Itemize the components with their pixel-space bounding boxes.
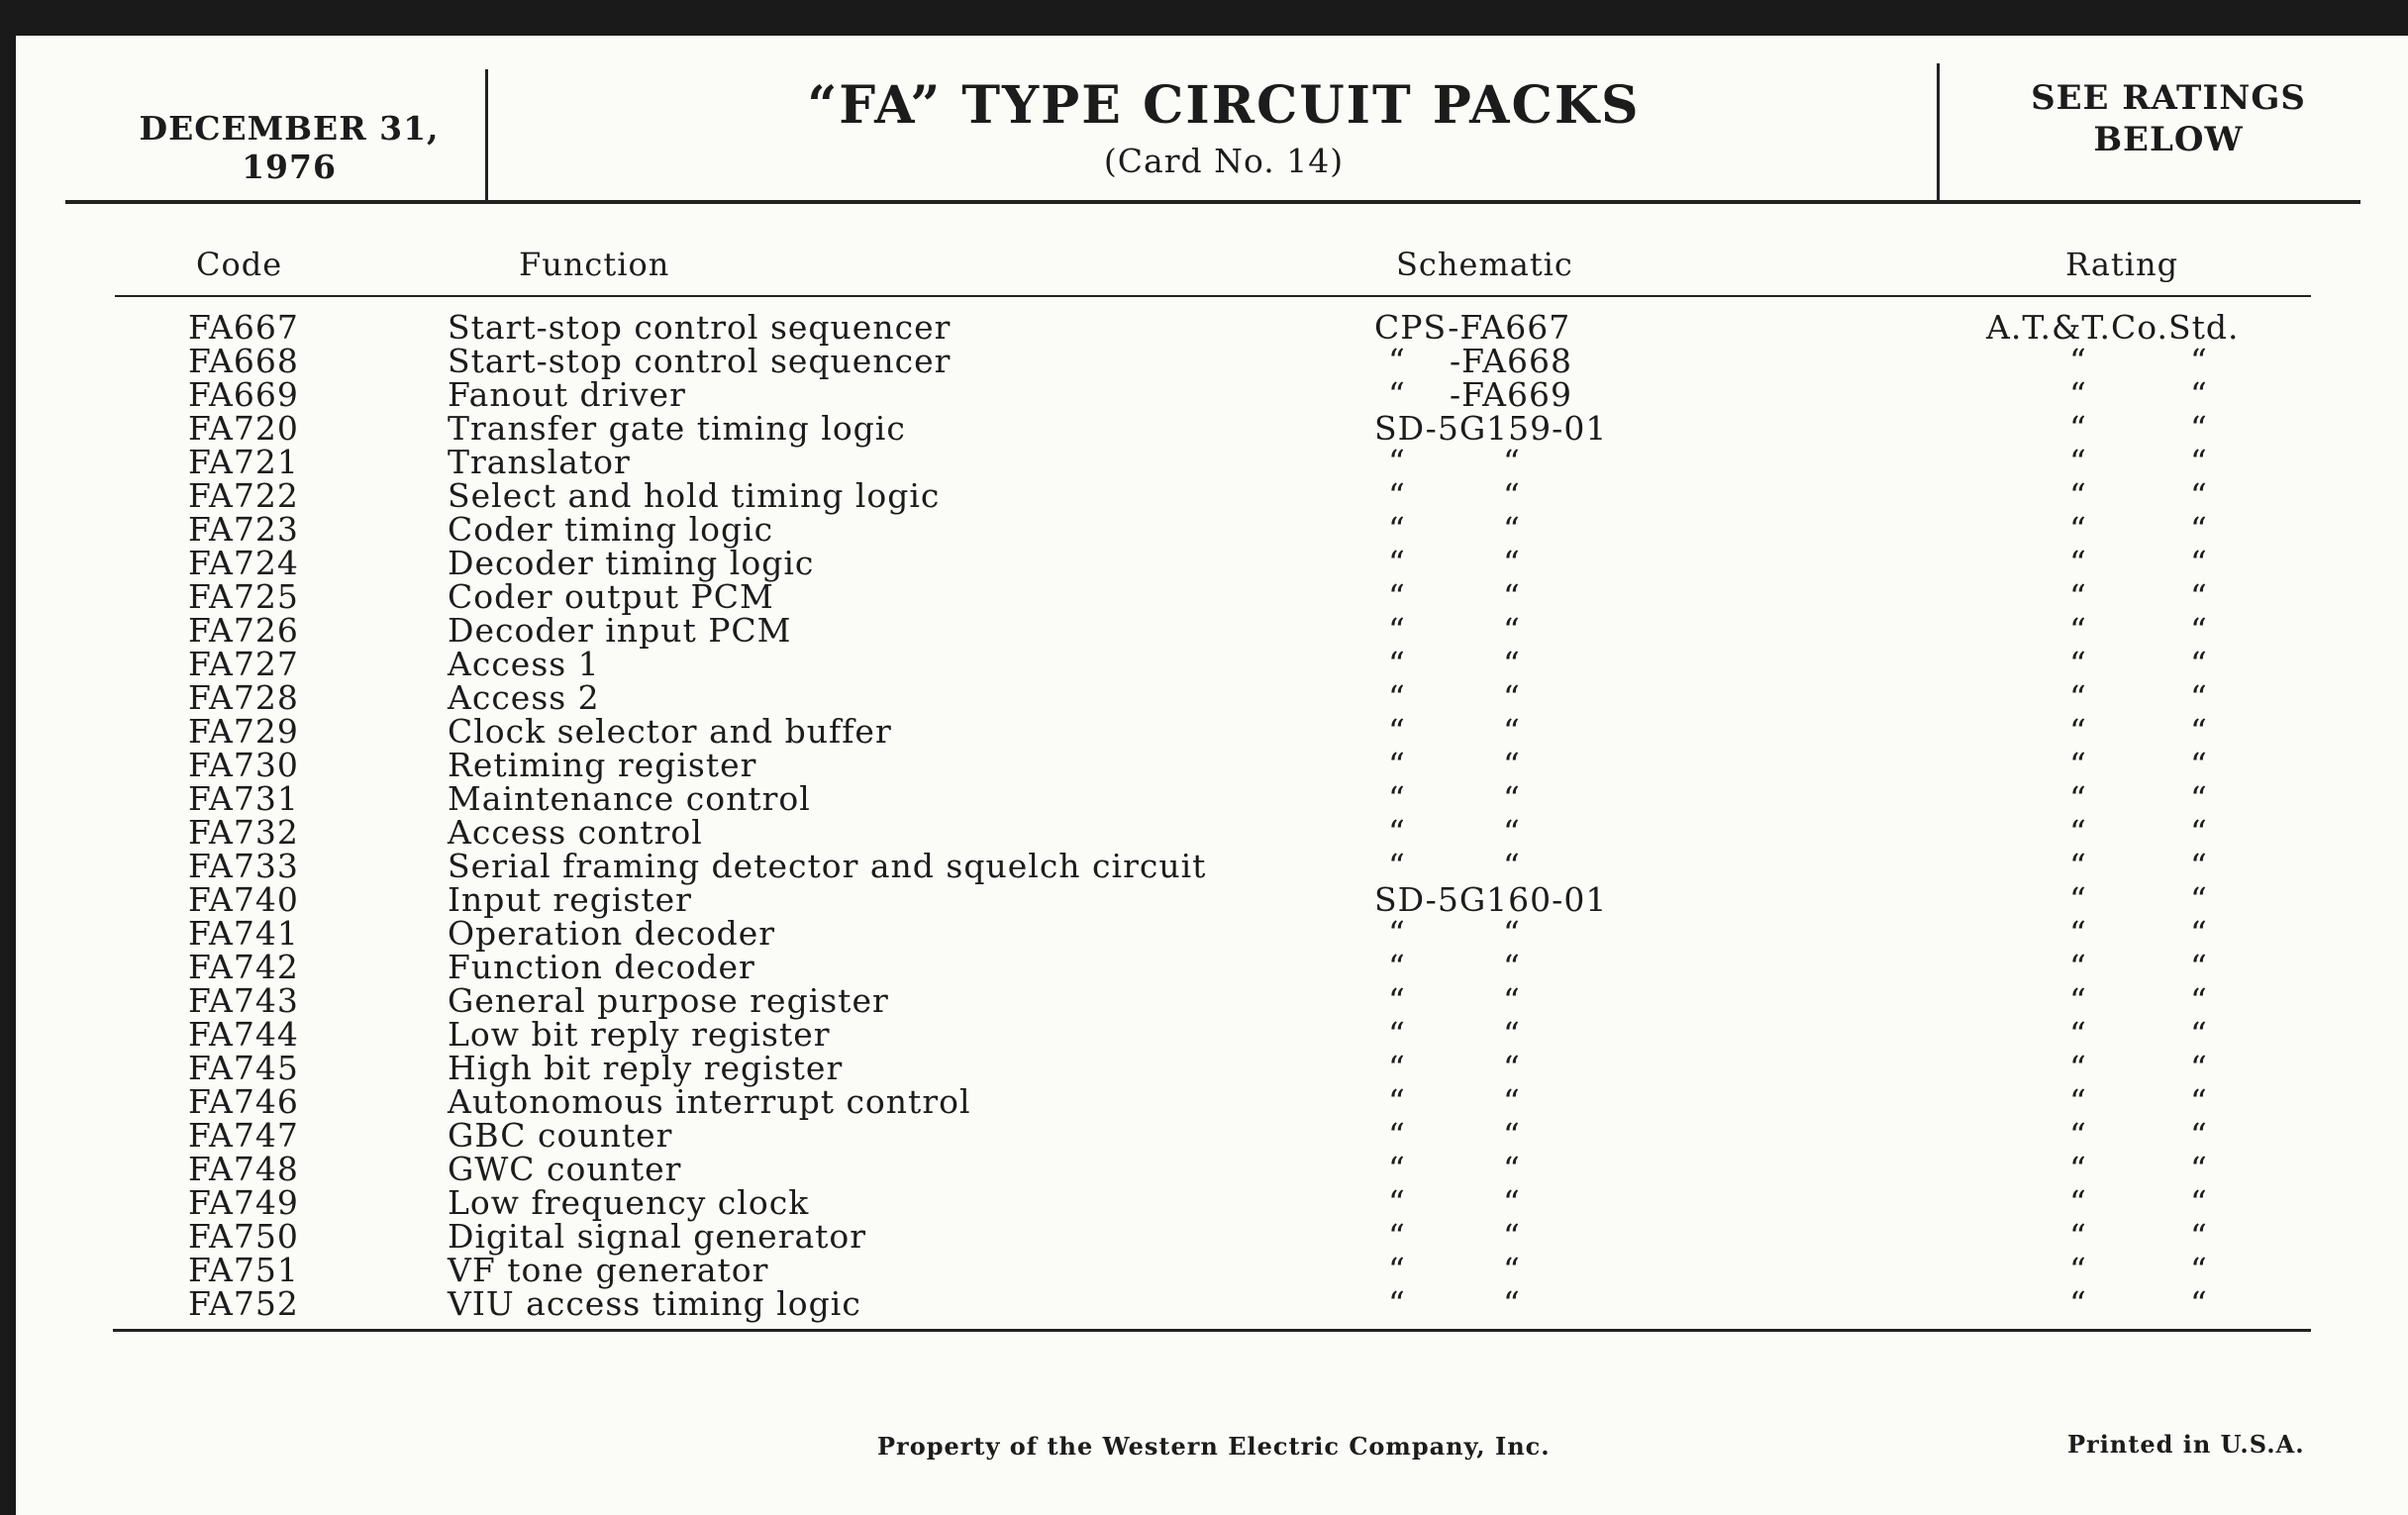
schematic-ditto-mark: “ — [1503, 544, 1521, 582]
schematic-ditto-mark: “ — [1388, 1150, 1406, 1188]
circuit-pack-card — [16, 36, 2408, 1515]
schematic-ditto-mark: “ — [1503, 948, 1521, 986]
row-code: FA732 — [188, 813, 299, 852]
table-row — [16, 1284, 2408, 1323]
schematic-ditto-mark: “ — [1388, 847, 1406, 885]
row-function: Digital signal generator — [448, 1217, 867, 1256]
row-function: Select and hold timing logic — [448, 476, 941, 515]
row-function: Fanout driver — [448, 375, 686, 414]
card-title-block — [491, 75, 1956, 180]
row-code: FA742 — [188, 948, 299, 986]
rating-ditto-mark: “ — [2190, 1150, 2208, 1188]
row-code: FA750 — [188, 1217, 299, 1256]
rating-ditto-mark: “ — [2069, 746, 2087, 784]
table-row — [16, 847, 2408, 885]
rating-ditto-mark: “ — [2190, 1183, 2208, 1222]
rating-ditto-mark: “ — [2069, 678, 2087, 717]
row-function: Autonomous interrupt control — [448, 1082, 971, 1121]
rating-ditto-mark: “ — [2190, 577, 2208, 616]
rating-ditto-mark: “ — [2190, 914, 2208, 953]
rating-ditto-mark: “ — [2190, 443, 2208, 481]
rating-ditto-mark: “ — [2069, 1183, 2087, 1222]
schematic-ditto-mark: “ — [1388, 342, 1406, 380]
schematic-ditto-mark: “ — [1388, 1183, 1406, 1222]
row-code: FA752 — [188, 1284, 299, 1323]
table-row — [16, 1015, 2408, 1054]
schematic-ditto-mark: “ — [1388, 948, 1406, 986]
schematic-ditto-mark: “ — [1388, 1217, 1406, 1256]
rating-ditto-mark: “ — [2069, 1015, 2087, 1054]
row-function: Access 2 — [448, 678, 600, 717]
rating-ditto-mark: “ — [2069, 443, 2087, 481]
row-function: Low bit reply register — [448, 1015, 831, 1054]
rating-ditto-mark: “ — [2190, 1082, 2208, 1121]
footer-printed: Printed in U.S.A. — [2067, 1430, 2305, 1459]
rating-ditto-mark: “ — [2190, 880, 2208, 919]
row-code: FA733 — [188, 847, 299, 885]
table-row — [16, 746, 2408, 784]
row-function: High bit reply register — [448, 1049, 844, 1087]
row-function: Function decoder — [448, 948, 755, 986]
rating-ditto-mark: “ — [2190, 1251, 2208, 1289]
table-row — [16, 476, 2408, 515]
table-row — [16, 1251, 2408, 1289]
row-code: FA731 — [188, 779, 299, 818]
table-row — [16, 510, 2408, 549]
rating-ditto-mark: “ — [2190, 779, 2208, 818]
schematic-ditto-mark: “ — [1503, 476, 1521, 515]
row-function: Operation decoder — [448, 914, 776, 953]
schematic-ditto-mark: “ — [1503, 1116, 1521, 1155]
row-function: GBC counter — [448, 1116, 673, 1155]
see-ratings-line2: BELOW — [2093, 120, 2244, 159]
column-header-rating: Rating — [2065, 246, 2179, 283]
rating-ditto-mark: “ — [2190, 981, 2208, 1020]
table-row — [16, 1116, 2408, 1155]
rating-ditto-mark: “ — [2069, 409, 2087, 448]
rating-ditto-mark: “ — [2069, 375, 2087, 414]
see-ratings-line1: SEE RATINGS — [2031, 78, 2306, 118]
rating-ditto-mark: “ — [2190, 409, 2208, 448]
row-code: FA729 — [188, 712, 299, 751]
row-code: FA724 — [188, 544, 299, 582]
row-function: Input register — [448, 880, 692, 919]
row-code: FA720 — [188, 409, 299, 448]
rating-ditto-mark: “ — [2069, 476, 2087, 515]
table-row — [16, 342, 2408, 380]
row-code: FA748 — [188, 1150, 299, 1188]
row-function: Low frequency clock — [448, 1183, 810, 1222]
rating-ditto-mark: “ — [2190, 375, 2208, 414]
table-row — [16, 1150, 2408, 1188]
row-function: Coder timing logic — [448, 510, 774, 549]
table-row — [16, 1183, 2408, 1222]
rating-ditto-mark: “ — [2069, 1116, 2087, 1155]
table-row — [16, 948, 2408, 986]
see-ratings-note — [1960, 77, 2376, 160]
table-row — [16, 645, 2408, 683]
schematic-ditto-mark: “ — [1503, 1251, 1521, 1289]
column-header-function: Function — [519, 246, 670, 283]
schematic-ditto-mark: “ — [1388, 510, 1406, 549]
table-row — [16, 611, 2408, 650]
schematic-ditto-mark: “ — [1388, 981, 1406, 1020]
schematic-ditto-mark: “ — [1503, 1082, 1521, 1121]
schematic-ditto-mark: “ — [1503, 1150, 1521, 1188]
rating-ditto-mark: “ — [2069, 577, 2087, 616]
rating-ditto-mark: “ — [2069, 544, 2087, 582]
row-function: Start-stop control sequencer — [448, 308, 952, 347]
schematic-ditto-mark: “ — [1503, 1284, 1521, 1323]
table-row — [16, 308, 2408, 347]
rating-ditto-mark: “ — [2190, 847, 2208, 885]
rating-ditto-mark: “ — [2190, 476, 2208, 515]
schematic-ditto-mark: “ — [1503, 914, 1521, 953]
table-row — [16, 544, 2408, 582]
schematic-ditto-mark: “ — [1388, 1284, 1406, 1323]
row-code: FA723 — [188, 510, 299, 549]
schematic-ditto-mark: “ — [1503, 678, 1521, 717]
rating-ditto-mark: “ — [2190, 813, 2208, 852]
table-row — [16, 1049, 2408, 1087]
rating-ditto-mark: “ — [2190, 712, 2208, 751]
schematic-ditto-mark: “ — [1388, 779, 1406, 818]
row-function: Decoder input PCM — [448, 611, 792, 650]
footer-property: Property of the Western Electric Company, Inc. — [877, 1432, 1551, 1461]
row-function: Clock selector and buffer — [448, 712, 892, 751]
table-row — [16, 443, 2408, 481]
row-code: FA745 — [188, 1049, 299, 1087]
schematic-ditto-mark: “ — [1503, 1217, 1521, 1256]
rating-ditto-mark: “ — [2069, 1150, 2087, 1188]
row-code: FA749 — [188, 1183, 299, 1222]
card-number: (Card No. 14) — [1103, 142, 1345, 180]
schematic-ditto-mark: “ — [1388, 1049, 1406, 1087]
header-rule — [65, 200, 2360, 204]
rating-ditto-mark: “ — [2190, 611, 2208, 650]
table-row — [16, 577, 2408, 616]
card-date: DECEMBER 31, 1976 — [139, 109, 440, 186]
schematic-ditto-mark: “ — [1503, 611, 1521, 650]
schematic-ditto-mark: “ — [1503, 645, 1521, 683]
header-divider-right — [1937, 63, 1940, 200]
row-function: Access 1 — [448, 645, 600, 683]
schematic-ditto-mark: “ — [1388, 746, 1406, 784]
row-code: FA722 — [188, 476, 299, 515]
row-code: FA667 — [188, 308, 299, 347]
row-function: Access control — [448, 813, 703, 852]
rating-ditto-mark: “ — [2069, 611, 2087, 650]
row-code: FA744 — [188, 1015, 299, 1054]
schematic-ditto-mark: “ — [1503, 746, 1521, 784]
rating-ditto-mark: “ — [2190, 342, 2208, 380]
row-function: GWC counter — [448, 1150, 682, 1188]
rating-ditto-mark: “ — [2069, 981, 2087, 1020]
schematic-ditto-mark: “ — [1503, 813, 1521, 852]
schematic-ditto-mark: “ — [1503, 510, 1521, 549]
rating-ditto-mark: “ — [2190, 544, 2208, 582]
rating-ditto-mark: “ — [2069, 813, 2087, 852]
row-code: FA751 — [188, 1251, 299, 1289]
schematic-ditto-mark: “ — [1503, 779, 1521, 818]
card-title: “FA” TYPE CIRCUIT PACKS — [807, 75, 1641, 136]
rating-ditto-mark: “ — [2190, 1015, 2208, 1054]
row-schematic: SD-5G160-01 — [1374, 880, 1608, 919]
rating-ditto-mark: “ — [2069, 1251, 2087, 1289]
table-row — [16, 409, 2408, 448]
schematic-ditto-mark: “ — [1388, 544, 1406, 582]
row-function: Maintenance control — [448, 779, 811, 818]
schematic-ditto-mark: “ — [1388, 645, 1406, 683]
rating-ditto-mark: “ — [2069, 1049, 2087, 1087]
rating-ditto-mark: “ — [2069, 712, 2087, 751]
rating-ditto-mark: “ — [2069, 510, 2087, 549]
row-code: FA725 — [188, 577, 299, 616]
table-row — [16, 779, 2408, 818]
schematic-ditto-mark: “ — [1388, 577, 1406, 616]
schematic-ditto-mark: “ — [1388, 375, 1406, 414]
table-row — [16, 375, 2408, 414]
schematic-ditto-mark: “ — [1388, 914, 1406, 953]
row-code: FA730 — [188, 746, 299, 784]
schematic-ditto-mark: “ — [1503, 712, 1521, 751]
table-row — [16, 712, 2408, 751]
row-schematic: CPS-FA667 — [1374, 308, 1571, 347]
column-header-rule — [115, 295, 2311, 297]
column-header-code: Code — [196, 246, 283, 283]
rating-ditto-mark: “ — [2190, 678, 2208, 717]
rating-ditto-mark: “ — [2190, 1116, 2208, 1155]
rating-ditto-mark: “ — [2069, 342, 2087, 380]
row-code: FA741 — [188, 914, 299, 953]
table-row — [16, 880, 2408, 919]
schematic-ditto-mark: “ — [1388, 476, 1406, 515]
schematic-ditto-mark: “ — [1388, 1082, 1406, 1121]
schematic-ditto-mark: “ — [1388, 712, 1406, 751]
row-code: FA740 — [188, 880, 299, 919]
header-divider-left — [485, 69, 488, 200]
row-code: FA747 — [188, 1116, 299, 1155]
row-rating: A.T.&T.Co.Std. — [1986, 308, 2240, 347]
row-function: Serial framing detector and squelch circuit — [448, 847, 1207, 885]
row-code: FA726 — [188, 611, 299, 650]
table-row — [16, 914, 2408, 953]
rating-ditto-mark: “ — [2190, 1217, 2208, 1256]
schematic-ditto-mark: “ — [1388, 1116, 1406, 1155]
row-function: Retiming register — [448, 746, 757, 784]
rating-ditto-mark: “ — [2069, 948, 2087, 986]
row-function: Decoder timing logic — [448, 544, 815, 582]
schematic-ditto-mark: “ — [1503, 577, 1521, 616]
row-code: FA668 — [188, 342, 299, 380]
schematic-ditto-mark: “ — [1388, 1015, 1406, 1054]
row-function: Transfer gate timing logic — [448, 409, 906, 448]
row-code: FA743 — [188, 981, 299, 1020]
rating-ditto-mark: “ — [2190, 948, 2208, 986]
row-code: FA669 — [188, 375, 299, 414]
rating-ditto-mark: “ — [2190, 746, 2208, 784]
schematic-ditto-mark: “ — [1503, 1015, 1521, 1054]
row-code: FA721 — [188, 443, 299, 481]
rating-ditto-mark: “ — [2069, 1082, 2087, 1121]
rating-ditto-mark: “ — [2069, 1217, 2087, 1256]
row-function: Start-stop control sequencer — [448, 342, 952, 380]
row-code: FA746 — [188, 1082, 299, 1121]
schematic-ditto-mark: “ — [1503, 981, 1521, 1020]
row-schematic: SD-5G159-01 — [1374, 409, 1608, 448]
row-function: VF tone generator — [448, 1251, 769, 1289]
rating-ditto-mark: “ — [2069, 847, 2087, 885]
schematic-ditto-mark: “ — [1388, 1251, 1406, 1289]
row-function: VIU access timing logic — [448, 1284, 861, 1323]
table-bottom-rule — [113, 1329, 2311, 1332]
rating-ditto-mark: “ — [2069, 914, 2087, 953]
table-row — [16, 1082, 2408, 1121]
table-row — [16, 1217, 2408, 1256]
schematic-ditto-mark: “ — [1503, 443, 1521, 481]
rating-ditto-mark: “ — [2069, 645, 2087, 683]
rating-ditto-mark: “ — [2069, 1284, 2087, 1323]
schematic-ditto-mark: “ — [1388, 678, 1406, 717]
rating-ditto-mark: “ — [2190, 1049, 2208, 1087]
rating-ditto-mark: “ — [2190, 645, 2208, 683]
row-schematic: -FA668 — [1450, 342, 1572, 380]
row-schematic: -FA669 — [1450, 375, 1572, 414]
rating-ditto-mark: “ — [2069, 880, 2087, 919]
table-row — [16, 678, 2408, 717]
schematic-ditto-mark: “ — [1503, 1183, 1521, 1222]
column-header-schematic: Schematic — [1396, 246, 1573, 283]
table-row — [16, 813, 2408, 852]
schematic-ditto-mark: “ — [1503, 847, 1521, 885]
schematic-ditto-mark: “ — [1503, 1049, 1521, 1087]
row-function: General purpose register — [448, 981, 889, 1020]
row-code: FA727 — [188, 645, 299, 683]
table-row — [16, 981, 2408, 1020]
row-function: Coder output PCM — [448, 577, 774, 616]
rating-ditto-mark: “ — [2069, 779, 2087, 818]
schematic-ditto-mark: “ — [1388, 813, 1406, 852]
row-code: FA728 — [188, 678, 299, 717]
rating-ditto-mark: “ — [2190, 510, 2208, 549]
rating-ditto-mark: “ — [2190, 1284, 2208, 1323]
row-function: Translator — [448, 443, 631, 481]
schematic-ditto-mark: “ — [1388, 443, 1406, 481]
schematic-ditto-mark: “ — [1388, 611, 1406, 650]
